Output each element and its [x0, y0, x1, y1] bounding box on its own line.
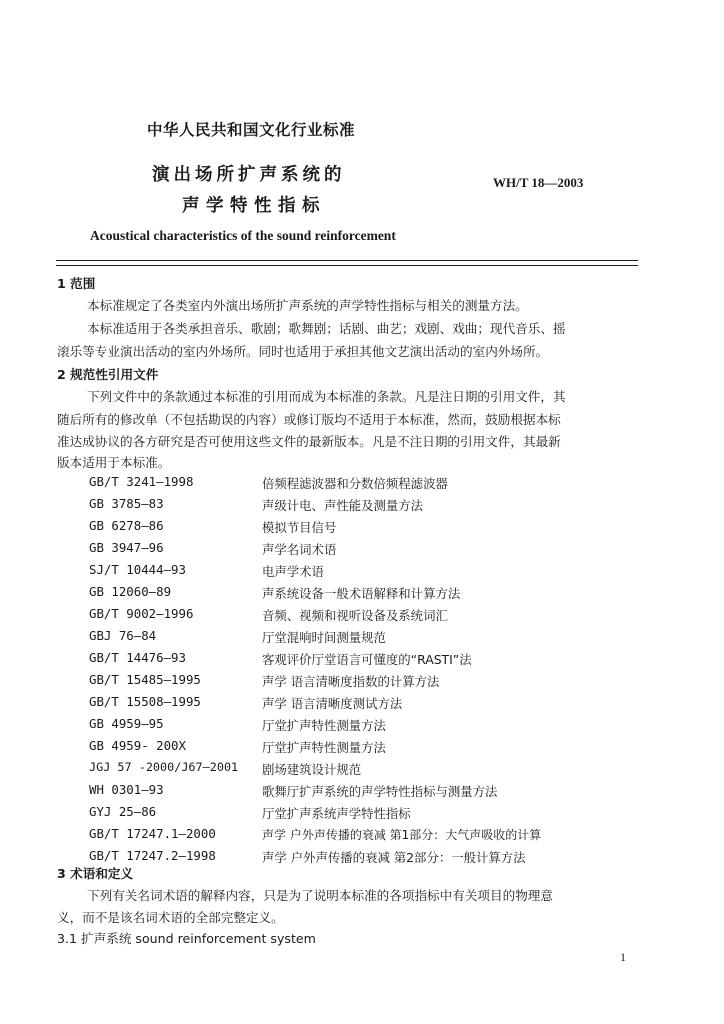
section-1-paragraph-line: 本标准适用于各类承担音乐、歌剧；歌舞剧；话剧、曲艺；戏剧、戏曲；现代音乐、摇 [87, 321, 566, 336]
reference-title: 声系统设备一般术语解释和计算方法 [262, 586, 461, 601]
reference-title: 歌舞厅扩声系统的声学特性指标与测量方法 [262, 784, 498, 799]
reference-code: GB 3947—96 [89, 540, 164, 555]
reference-title: 声学 语言清晰度指数的计算方法 [262, 674, 440, 689]
reference-title: 声学名词术语 [262, 542, 337, 557]
reference-code: GB 3785—83 [89, 496, 164, 511]
section-2-paragraph-line: 随后所有的修改单（不包括勘误的内容）或修订版均不适用于本标准，然而，鼓励根据本标 [57, 412, 561, 427]
section-1-paragraph-line: 本标准规定了各类室内外演出场所扩声系统的声学特性指标与相关的测量方法。 [87, 298, 528, 313]
reference-title: 声学 户外声传播的衰减 第1部分：大气声吸收的计算 [262, 828, 542, 842]
reference-code: GB 6278—86 [89, 518, 164, 533]
reference-title: 声学 户外声传播的衰减 第2部分：一般计算方法 [262, 850, 526, 865]
section-2-paragraph-line: 下列文件中的条款通过本标准的引用而成为本标准的条款。凡是注日期的引用文件，其 [87, 389, 566, 404]
section-3-1-heading: 3.1 扩声系统 sound reinforcement system [57, 931, 316, 946]
reference-code: JGJ 57 -2000/J67—2001 [89, 760, 239, 774]
reference-code: GB/T 14476—93 [89, 650, 186, 665]
reference-code: GBJ 76—84 [89, 628, 157, 643]
section-3-paragraph-line: 下列有关名词术语的解释内容，只是为了说明本标准的各项指标中有关项目的物理意 [87, 888, 553, 903]
reference-code: SJ/T 10444—93 [89, 562, 186, 577]
reference-title: 声学 语言清晰度测试方法 [262, 696, 403, 711]
reference-code: GB 4959- 200X [89, 738, 186, 753]
reference-title: 厅堂扩声系统声学特性指标 [262, 806, 411, 821]
document-title-line-1: 演出场所扩声系统的 [152, 165, 346, 185]
reference-title: 电声学术语 [262, 564, 324, 579]
section-2-heading: 2 规范性引用文件 [57, 367, 159, 382]
reference-title: 剧场建筑设计规范 [262, 762, 362, 777]
standard-number: WH/T 18—2003 [493, 175, 584, 190]
document-title-line-2: 声学特性指标 [182, 196, 326, 216]
reference-title: 厅堂混响时间测量规范 [262, 630, 386, 645]
reference-title: 音频、视频和视听设备及系统词汇 [262, 608, 448, 623]
reference-code: GB 4959—95 [89, 716, 164, 731]
reference-code: GB/T 15508—1995 [89, 694, 201, 709]
reference-code: GB/T 17247.1—2000 [89, 826, 216, 841]
reference-title: 声级计电、声性能及测量方法 [262, 498, 424, 513]
section-1-heading: 1 范围 [57, 276, 96, 291]
reference-title: 模拟节目信号 [262, 520, 337, 535]
reference-code: GB/T 3241—1998 [89, 474, 194, 489]
reference-title: 倍频程滤波器和分数倍频程滤波器 [262, 476, 448, 491]
header-divider-top [56, 260, 638, 261]
english-title: Acoustical characteristics of the sound reinforcement [90, 228, 396, 243]
reference-title: 厅堂扩声特性测量方法 [262, 740, 386, 755]
reference-code: GYJ 25—86 [89, 804, 157, 819]
header-divider-bottom [56, 265, 638, 266]
reference-title: 厅堂扩声特性测量方法 [262, 718, 386, 733]
section-2-paragraph-line: 版本适用于本标准。 [57, 455, 171, 470]
reference-code: GB/T 9002—1996 [89, 606, 194, 621]
reference-code: GB/T 15485—1995 [89, 672, 201, 687]
reference-code: GB 12060—89 [89, 584, 172, 599]
reference-title: 客观评价厅堂语言可懂度的“RASTI”法 [262, 652, 472, 667]
section-3-paragraph-line: 义，而不是该名词术语的全部完整定义。 [57, 910, 284, 925]
reference-code: WH 0301—93 [89, 782, 164, 797]
page-number: 1 [620, 950, 626, 964]
section-1-paragraph-line: 滚乐等专业演出活动的室内外场所。同时也适用于承担其他文艺演出活动的室内外场所。 [57, 344, 549, 359]
section-3-heading: 3 术语和定义 [57, 866, 134, 881]
issuing-organization: 中华人民共和国文化行业标准 [147, 121, 356, 139]
reference-code: GB/T 17247.2—1998 [89, 848, 216, 863]
section-2-paragraph-line: 准达成协议的各方研究是否可使用这些文件的最新版本。凡是不注日期的引用文件，其最新 [57, 434, 561, 449]
